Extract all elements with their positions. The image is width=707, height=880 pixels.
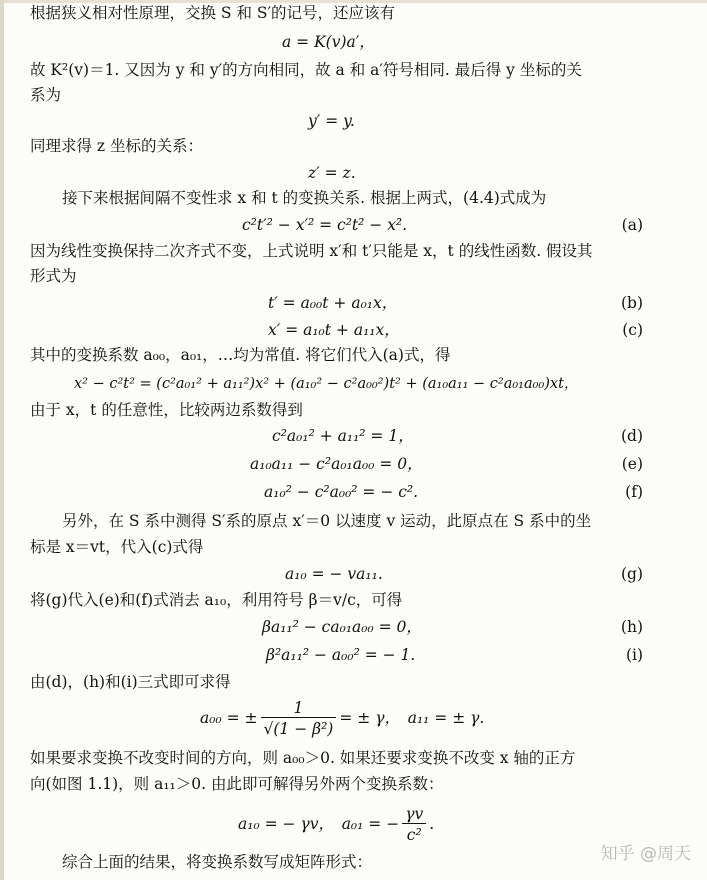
equation-i: β²a₁₁² − a₀₀² = − 1. [266, 646, 416, 664]
paragraph-line: 由(d)，(h)和(i)三式即可求得 [30, 673, 231, 691]
equation: a = K(v)a′， [282, 33, 375, 51]
paragraph-line: 接下来根据间隔不变性求 x 和 t 的变换关系. 根据上两式，(4.4)式成为 [62, 189, 547, 207]
equation-e: a₁₀a₁₁ − c²a₀₁a₀₀ = 0， [250, 455, 423, 473]
equation-tag-h: (h) [620, 618, 643, 636]
paragraph-line: 综合上面的结果，将变换系数写成矩阵形式： [62, 853, 373, 871]
equation-tag-a: (a) [621, 216, 643, 234]
equation-h: βa₁₁² − ca₀₁a₀₀ = 0， [262, 618, 422, 636]
equation-tag-d: (d) [620, 427, 643, 445]
solution-denominator: √(1 − β²) [261, 717, 337, 740]
equation-tag-i: (i) [625, 646, 643, 664]
paragraph-line: 由于 x，t 的任意性，比较两边系数得到 [30, 401, 303, 419]
solution-right: = ± γ， a₁₁ = ± γ. [339, 709, 485, 727]
paragraph-line: 标是 x＝vt，代入(c)式得 [30, 538, 204, 556]
solution-left: a₀₀ = ± [200, 709, 258, 727]
paragraph-line: 根据狭义相对性原理，交换 S 和 S′的记号，还应该有 [30, 4, 396, 22]
equation-tag-g: (g) [620, 565, 643, 583]
equation-c: x′ = a₁₀t + a₁₁x， [268, 321, 400, 339]
equation-tag-f: (f) [625, 483, 643, 501]
paragraph-line: 同理求得 z 坐标的关系： [30, 137, 204, 155]
solution-fraction [261, 699, 337, 740]
equation-f: a₁₀² − c²a₀₀² = − c². [264, 483, 419, 501]
remaining-end: . [429, 815, 435, 833]
page-frame-left [0, 0, 4, 880]
equation-d: c²a₀₁² + a₁₁² = 1， [272, 427, 414, 445]
equation-a: c²t′² − x′² = c²t² − x². [242, 216, 408, 234]
equation-tag-b: (b) [620, 294, 643, 312]
equation-b: t′ = a₀₀t + a₀₁x， [268, 294, 398, 312]
equation-tag-e: (e) [621, 455, 643, 473]
equation: y′ = y. [308, 112, 355, 130]
paragraph-line: 将(g)代入(e)和(f)式消去 a₁₀，利用符号 β＝v/c，可得 [30, 591, 403, 609]
remaining-numerator: γv [405, 804, 424, 823]
equation-g: a₁₀ = − va₁₁. [285, 565, 383, 583]
paragraph-line: 向(如图 1.1)，则 a₁₁＞0. 由此即可解得另外两个变换系数： [30, 775, 444, 793]
remaining-left: a₁₀ = − γv， a₀₁ = − [238, 815, 400, 833]
paragraph-line: 另外，在 S 系中测得 S′系的原点 x′＝0 以速度 v 运动，此原点在 S 系中的坐 [62, 512, 592, 530]
paragraph-line: 形式为 [30, 267, 77, 285]
paragraph-line: 因为线性变换保持二次齐式不变，上式说明 x′和 t′只能是 x，t 的线性函数. 假设其 [30, 242, 593, 260]
remaining-fraction [402, 805, 426, 846]
watermark: 知乎 @周天 [600, 844, 691, 864]
paragraph-line: 如果要求变换不改变时间的方向，则 a₀₀＞0. 如果还要求变换不改变 x 轴的正方 [30, 749, 576, 767]
paragraph-line: 系为 [30, 86, 62, 104]
equation-remaining [238, 803, 434, 846]
equation-tag-c: (c) [622, 321, 643, 339]
paragraph-line: 其中的变换系数 a₀₀，a₀₁，…均为常值. 将它们代入(a)式，得 [30, 346, 451, 364]
equation-expansion: x² − c²t² = (c²a₀₁² + a₁₁²)x² + (a₁₀² − c²a₀₀²)t² + (a₁₀a₁₁ − c²a₀₁a₀₀)xt， [74, 376, 579, 392]
equation: z′ = z. [308, 164, 356, 182]
paragraph-line: 故 K²(v)＝1. 又因为 y 和 y′的方向相同，故 a 和 a′符号相同. 最后得 y 坐标的关 [30, 61, 582, 79]
equation-solution [200, 697, 484, 740]
solution-numerator: 1 [293, 698, 304, 717]
remaining-denominator: c² [402, 823, 426, 846]
